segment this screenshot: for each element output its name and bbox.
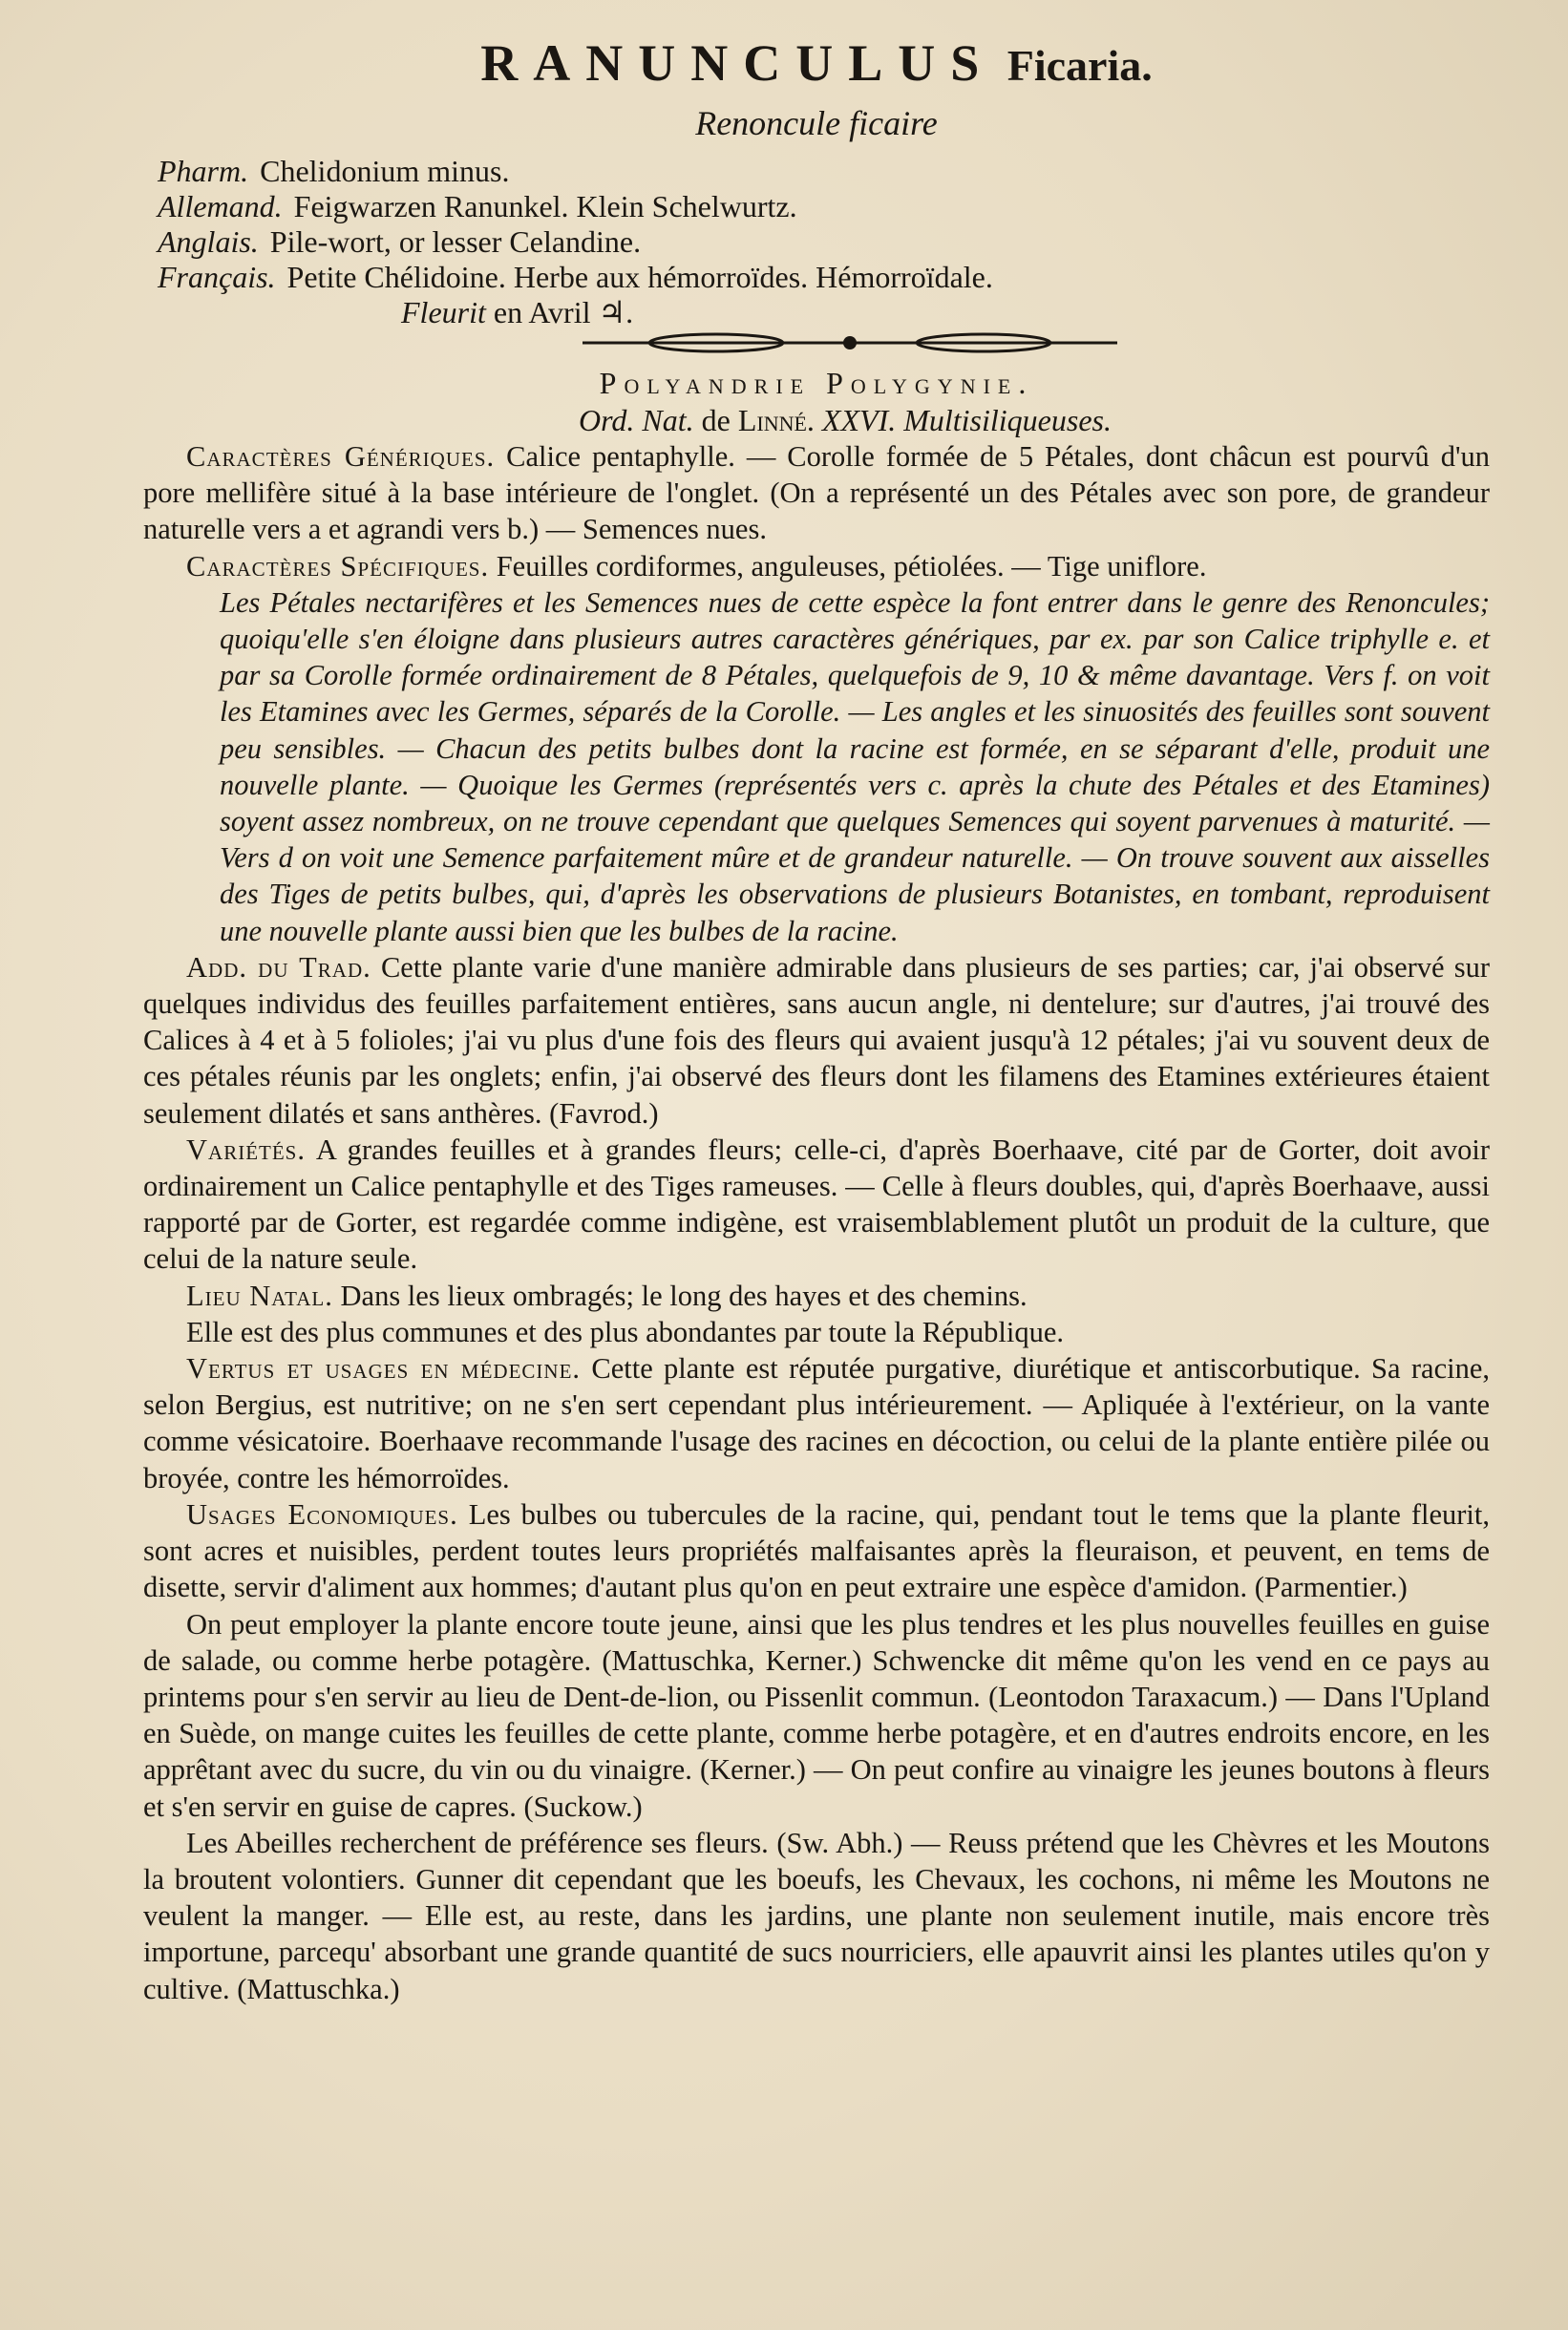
flowering-time xyxy=(401,295,1490,330)
french-name: Renoncule ficaire xyxy=(695,104,938,142)
name-value: Petite Chélidoine. Herbe aux hémorroïdes. Hémorroïdale. xyxy=(286,260,993,294)
name-lang: Anglais. xyxy=(158,224,259,259)
natural-order: Ord. Nat. de Linné. XXVI. Multisiliqueuses. xyxy=(579,403,1112,437)
descriptive-note: Les Pétales nectarifères et les Semences nues de cette espèce la font entrer dans le genre des Renoncules; quoiqu'elle s'en éloigne dans plusieurs autres caractères génériques, par ex. par son Calice triphylle e. et par sa Corolle formée ordinairement de 8 Pétales, quelquefois de 9, 10 & même davantage. Vers f. on voit les Etamines avec les Germes, séparés de la Corolle. — Les angles et les sinuosités des feuilles sont souvent peu sensibles. — Chacun des petits bulbes dont la racine est formée, en se séparant d'elle, produit une nouvelle plante. — Quoique les Germes (représentés vers c. après la chute des Pétales et des Etamines) soyent assez nombreux, on ne trouve cependant que quelques Semences qui soyent parvenues à maturité. — Vers d on voit une Semence parfaitement mûre et de grandeur naturelle. — On trouve souvent aux aisselles des Tiges de petits bulbes, qui, d'après les observations de plusieurs Botanistes, en tombant, reproduisent une nouvelle plante aussi bien que les bulbes de la racine. xyxy=(220,585,1490,947)
economic-uses-3: Les Abeilles recherchent de préférence ses fleurs. (Sw. Abh.) — Reuss prétend que les Chèvres et les Moutons la broutent volontiers. Gunner dit cependant que les boeufs, les Chevaux, les cochons, ni même les Moutons ne veulent la manger. — Elle est, au reste, dans les jardins, une plante non seulement inutile, mais encore très importune, parcequ' absorbant une grande quantité de sucs nourriciers, elle apauvrit ainsi les plantes utiles qu'on y cultive. (Mattuschka.) xyxy=(143,1826,1490,2005)
name-value: Feigwarzen Ranunkel. Klein Schelwurtz. xyxy=(293,189,797,223)
medical-uses: Vertus et usages en médecine. Cette plante est réputée purgative, diurétique et antiscorbutique. Sa racine, selon Bergius, est nutritive; on ne s'en sert cependant plus intérieurement. — Apliquée à l'extérieur, on la vante comme vésicatoire. Boerhaave recommande l'usage des racines en décoction, ou celui de la plante entière pilée ou broyée, contre les hémorroïdes. xyxy=(143,1352,1490,1494)
name-anglais xyxy=(158,224,1490,260)
page xyxy=(143,29,1490,2007)
name-allemand xyxy=(158,189,1490,224)
generic-characters: Caractères Génériques. Calice pentaphylle. — Corolle formée de 5 Pétales, dont châcun est pourvû d'un pore mellifère situé à la base intérieure de l'onglet. (On a représenté un des Pétales avec son pore, de grandeur naturelle vers a et agrandi vers b.) — Semences nues. xyxy=(143,440,1490,546)
native-place: Lieu Natal. Dans les lieux ombragés; le long des hayes et des chemins. xyxy=(186,1279,1028,1312)
economic-uses: Usages Economiques. Les bulbes ou tubercules de la racine, qui, pendant tout le tems que la plante fleurit, sont acres et nuisibles, perdent toutes leurs propriétés malfaisantes après la fleuraison, et peuvent, en tems de disette, servir d'aliment aux hommes; d'autant plus qu'on en peut extraire une espèce d'amidon. (Parmentier.) xyxy=(143,1497,1491,1604)
name-value: Chelidonium minus. xyxy=(260,154,510,188)
flowering-label: Fleurit xyxy=(401,295,486,329)
genus-name: RANUNCULUS xyxy=(480,34,995,92)
name-lang: Français. xyxy=(158,260,276,294)
name-pharm xyxy=(158,154,1490,189)
name-francais xyxy=(158,260,1490,295)
page-title xyxy=(143,29,1490,100)
specific-characters: Caractères Spécifiques. Feuilles cordiformes, anguleuses, pétiolées. — Tige uniflore. xyxy=(186,549,1207,582)
varieties: Variétés. A grandes feuilles et à grandes fleurs; celle-ci, d'après Boerhaave, cité par de Gorter, doit avoir ordinairement un Calice pentaphylle et des Tiges rameuses. — Celle à fleurs doubles, qui, d'après Boerhaave, aussi rapporté par de Gorter, est regardée comme indigène, est vraisemblablement plutôt un produit de la culture, que celui de la nature seule. xyxy=(143,1133,1490,1276)
native-place-extra: Elle est des plus communes et des plus abondantes par toute la République. xyxy=(186,1315,1065,1348)
species-name: Ficaria. xyxy=(1006,41,1153,90)
linnaean-class: Polyandrie Polygynie. xyxy=(599,366,1034,400)
ornamental-divider xyxy=(583,332,1117,353)
name-lang: Pharm. xyxy=(158,154,249,188)
vernacular-names xyxy=(158,154,1490,295)
flowering-text: en Avril ♃. xyxy=(493,295,634,329)
name-lang: Allemand. xyxy=(158,189,283,223)
name-value: Pile-wort, or lesser Celandine. xyxy=(269,224,642,259)
translator-addition: Add. du Trad. Cette plante varie d'une manière admirable dans plusieurs de ses parties; car, j'ai observé sur quelques individus des feuilles parfaitement entières, sans aucun angle, ni dentelure; sur d'autres, j'ai trouvé des Calices à 4 et à 5 folioles; j'ai vu plus d'une fois des fleurs qui avaient jusqu'à 12 pétales; j'ai vu souvent deux de ces pétales réunis par les onglets; enfin, j'ai observé des fleurs dont les filamens des Etamines extérieures étaient seulement dilatés et sans anthères. (Favrod.) xyxy=(143,950,1491,1130)
economic-uses-2: On peut employer la plante encore toute jeune, ainsi que les plus tendres et les plus nouvelles feuilles en guise de salade, ou comme herbe potagère. (Mattuschka, Kerner.) Schwencke dit même qu'on les vend en ce pays au printems pour s'en servir au lieu de Dent-de-lion, ou Pissenlit commun. (Leontodon Taraxacum.) — Dans l'Upland en Suède, on mange cuites les feuilles de cette plante, comme herbe potagère, et en d'autres endroits encore, en les apprêtant avec du sucre, du vin ou du vinaigre. (Kerner.) — On peut confire au vinaigre les jeunes boutons à fleurs et s'en servir en guise de capres. (Suckow.) xyxy=(143,1607,1490,1823)
